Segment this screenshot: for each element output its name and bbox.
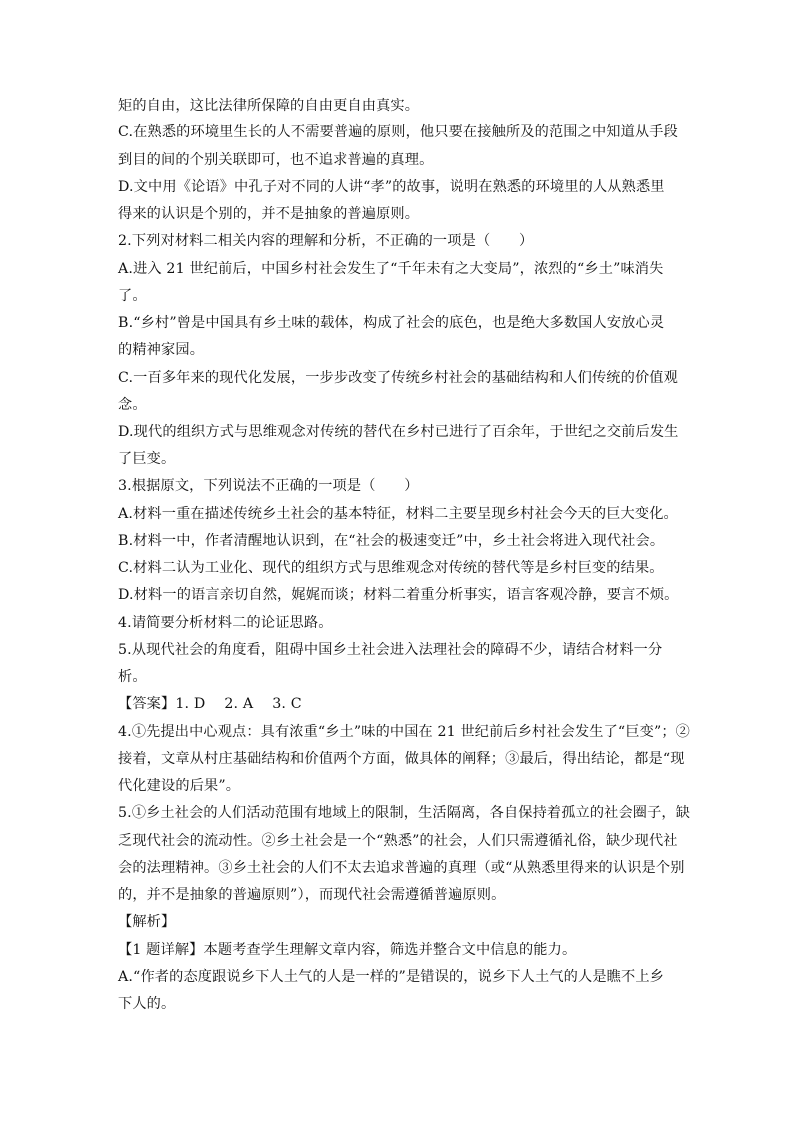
option-2a: A.进入 21 世纪前后，中国乡村社会发生了“千年未有之大变局”，浓烈的“乡土”味消失 [118, 261, 664, 277]
text-line: 念。 [118, 397, 147, 413]
text-line: 了巨变。 [118, 451, 176, 467]
answer-4: 4.①先提出中心观点：具有浓重“乡土”味的中国在 21 世纪前后乡村社会发生了“巨变”；② [118, 724, 690, 740]
text-line: 了。 [118, 288, 147, 304]
analysis-option-a: A.“作者的态度跟说乡下人土气的人是一样的”是错误的，说乡下人土气的人是瞧不上乡 [118, 969, 665, 985]
question-3: 3.根据原文，下列说法不正确的一项是（ ） [118, 478, 419, 494]
text-line: 乏现代社会的流动性。②乡土社会是一个“熟悉”的社会，人们只需遵循礼俗，缺少现代社 [118, 833, 678, 849]
text-line: 得来的认识是个别的，并不是抽象的普遍原则。 [118, 206, 420, 222]
option-2d: D.现代的组织方式与思维观念对传统的替代在乡村已进行了百余年，于世纪之交前后发生 [118, 424, 679, 440]
answer-key: 【答案】1. D 2. A 3. C [118, 696, 302, 712]
answer-5: 5.①乡土社会的人们活动范围有地域上的限制，生活隔离，各自保持着孤立的社会圈子，缺 [118, 805, 691, 821]
option-3a: A.材料一重在描述传统乡土社会的基本特征，材料二主要呈现乡村社会今天的巨大变化。 [118, 506, 678, 522]
analysis-heading: 【解析】 [118, 914, 176, 930]
text-line: C.在熟悉的环境里生长的人不需要普遍的原则，他只要在接触所及的范围之中知道从手段 [118, 124, 678, 140]
text-line: 会的法理精神。③乡土社会的人们不太去追求普遍的真理（或“从熟悉里得来的认识是个别 [118, 860, 685, 876]
text-line: 的，并不是抽象的普遍原则”），而现代社会需遵循普遍原则。 [118, 887, 506, 903]
text-line: D.文中用《论语》中孔子对不同的人讲“孝”的故事，说明在熟悉的环境里的人从熟悉里 [118, 179, 665, 195]
text-line: 接着，文章从村庄基础结构和价值两个方面，做具体的阐释；③最后，得出结论，都是“现 [118, 751, 685, 767]
analysis-q1: 【1 题详解】本题考查学生理解文章内容，筛选并整合文中信息的能力。 [118, 942, 577, 958]
question-4: 4.请简要分析材料二的论证思路。 [118, 615, 333, 631]
text-line: 代化建设的后果”。 [118, 778, 241, 794]
option-2c: C.一百多年来的现代化发展，一步步改变了传统乡村社会的基础结构和人们传统的价值观 [118, 370, 678, 386]
question-2: 2.下列对材料二相关内容的理解和分析，不正确的一项是（ ） [118, 233, 534, 249]
option-2b: B.“乡村”曾是中国具有乡土味的载体，构成了社会的底色，也是绝大多数国人安放心灵 [118, 315, 665, 331]
text-line: 矩的自由，这比法律所保障的自由更自由真实。 [118, 98, 420, 114]
option-3d: D.材料一的语言亲切自然，娓娓而谈；材料二着重分析事实，语言客观冷静，要言不烦。 [118, 587, 679, 603]
text-line: 的精神家园。 [118, 342, 205, 358]
text-line: 到目的间的个别关联即可，也不追求普遍的真理。 [118, 152, 434, 168]
question-5: 5.从现代社会的角度看，阻碍中国乡土社会进入法理社会的障碍不少，请结合材料一分 [118, 642, 663, 658]
text-line: 下人的。 [118, 996, 176, 1012]
text-line: 析。 [118, 669, 147, 685]
option-3b: B.材料一中，作者清醒地认识到，在“社会的极速变迁”中，乡土社会将进入现代社会。 [118, 533, 665, 549]
option-3c: C.材料二认为工业化、现代的组织方式与思维观念对传统的替代等是乡村巨变的结果。 [118, 560, 664, 576]
